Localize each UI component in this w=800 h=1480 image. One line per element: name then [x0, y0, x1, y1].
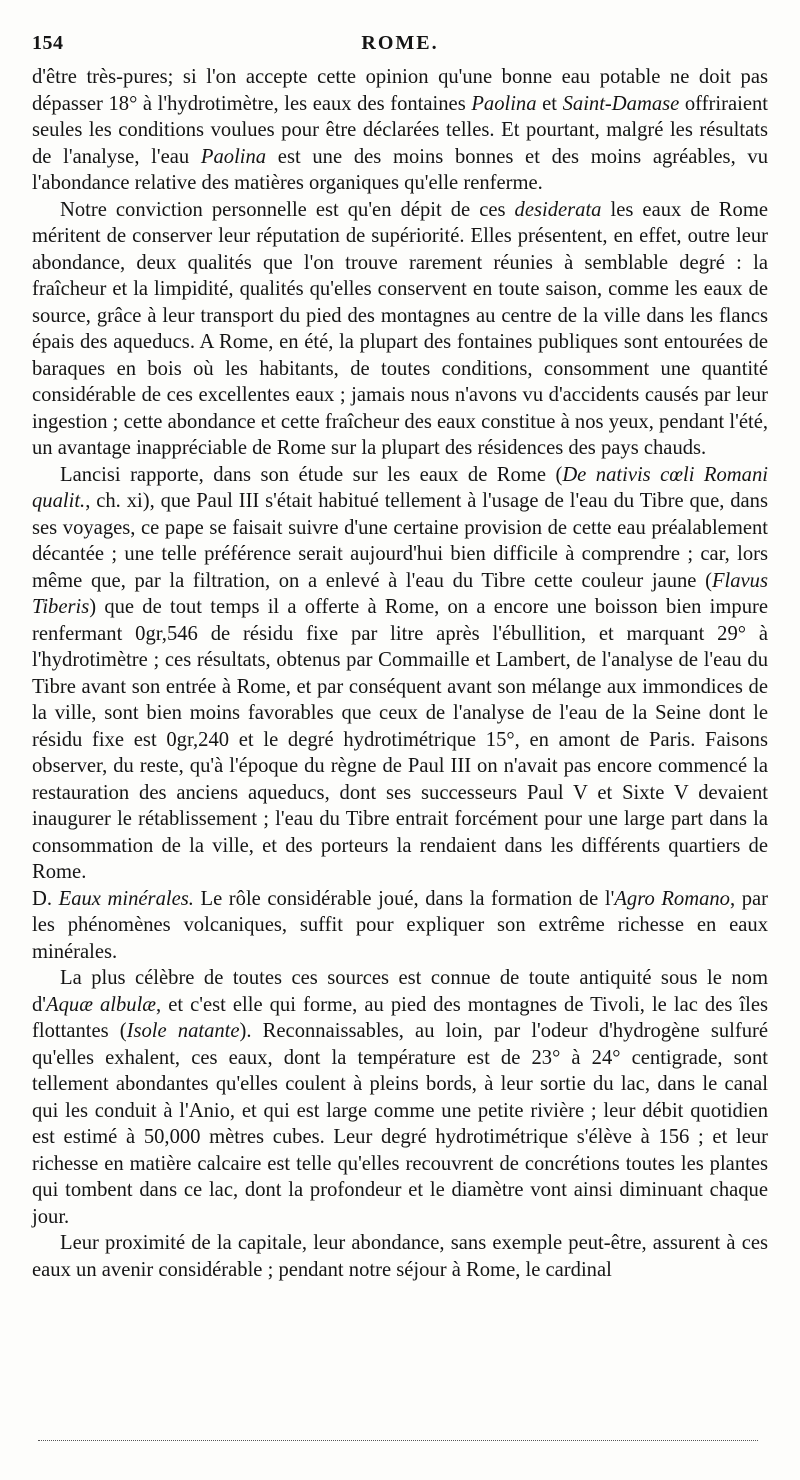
section-heading: Eaux minérales. — [58, 887, 194, 910]
paragraph-lancisi — [32, 462, 768, 886]
footer-dotted-rule — [38, 1440, 758, 1441]
italic-citation: De nativis cœli Romani qualit. — [32, 463, 768, 512]
body-text — [32, 64, 768, 1283]
text-run: La plus célèbre de toutes ces sources est connue de toute antiquité sous le nom d' — [32, 967, 768, 1016]
text-run: , ch. xi), que Paul III s'était habitué tellement à l'usage de l'eau du Tibre que, dans ses voyages, ce pape se faisait suivre d'une certaine provision de cette eau préalablement décantée ; une telle préférence serait aujourd'hui bien difficile à comprendre ; car, lors même que, par la filtration, on a enlevé à l'eau du Tibre cette couleur jaune ( — [32, 490, 768, 592]
italic-term-paolina: Paolina — [200, 145, 267, 168]
text-run: , par les phénomènes volcaniques, suffit pour expliquer son extrême richesse en eaux minérales. — [32, 887, 769, 963]
paragraph-aquae-albulae — [32, 965, 768, 1230]
italic-term-agro-romano: Agro Romano — [614, 887, 730, 910]
section-letter: D. — [32, 887, 59, 910]
text-run: Notre conviction personnelle est qu'en dépit de ces — [60, 198, 515, 221]
page-number: 154 — [32, 32, 64, 54]
text-run: ). Reconnaissables, au loin, par l'odeur d'hydrogène sulfuré qu'elles exhalent, ces eaux, dont la température est de 23° à 24° centigrade, sont tellement abondantes qu'elles coulent à pleins bords, à leur sortie du lac, dans le canal qui les conduit à l'Anio, et qui est large comme une petite rivière ; leur débit quotidien est estimé à 50,000 mètres cubes. Leur degré hydrotimétrique s'élève à 156 ; et leur richesse en matière calcaire est telle qu'elles recouvrent de concrétions toutes les plantes qui tombent dans ce lac, dont la profondeur et le diamètre vont ainsi diminuant chaque jour. — [32, 1020, 768, 1228]
text-run: d'être très-pures; si l'on accepte cette opinion qu'une bonne eau potable ne doit pas dépasser 18° à l'hydrotimètre, les eaux des fontaines — [32, 66, 768, 115]
text-run: , et c'est elle qui forme, au pied des montagnes de Tivoli, le lac des îles flottantes ( — [32, 993, 768, 1042]
paragraph-proximite — [32, 1230, 768, 1283]
running-title: ROME. — [361, 32, 439, 54]
paragraph-conviction — [32, 197, 768, 462]
italic-term-saint-damase: Saint-Damase — [562, 92, 680, 115]
italic-term-aquae-albulae: Aquæ albulæ — [46, 993, 157, 1016]
page-header — [32, 28, 768, 58]
text-run: Le rôle considérable joué, dans la formation de l' — [193, 887, 615, 910]
text-run: Leur proximité de la capitale, leur abondance, sans exemple peut-être, assurent à ces eaux un avenir considérable ; pendant notre séjour à Rome, le cardinal — [32, 1232, 768, 1281]
paragraph-continuation — [32, 64, 768, 197]
text-run: les eaux de Rome méritent de conserver leur réputation de supériorité. Elles présentent, en effet, outre leur abondance, deux qualités que l'on trouve rarement réunies à semblable degré : la fraîcheur et la limpidité, qualités qu'elles conservent en toute saison, comme les eaux de source, grâce à leur transport du pied des montagnes au centre de la ville dans les flancs épais des aqueducs. A Rome, en été, la plupart des fontaines publiques sont entourées de baraques en bois où les habitants, de toutes conditions, consomment une quantité considérable de ces excellentes eaux ; jamais nous n'avons vu d'accidents causés par leur ingestion ; cette abondance et cette fraîcheur des eaux constitue à nos yeux, pendant l'été, un avantage inappréciable de Rome sur la plupart des résidences des pays chauds. — [32, 198, 768, 459]
text-run: Lancisi rapporte, dans son étude sur les eaux de Rome ( — [60, 463, 563, 486]
italic-term-isole-natante: Isole natante — [126, 1020, 240, 1042]
paragraph-eaux-minerales — [32, 886, 768, 966]
text-run: ) que de tout temps il a offerte à Rome, on a encore une boisson bien impure renfermant 0gr,546 de résidu fixe par litre après l'ébullition, et marquant 29° à l'hydrotimètre ; ces résultats, obtenus par Commaille et Lambert, de l'analyse de l'eau du Tibre avant son entrée à Rome, et par conséquent avant son mélange aux immondices de la ville, sont bien moins favorables que ceux de l'analyse de l'eau de la Seine dont le résidu fixe est 0gr,240 et le degré hydrotimétrique 15°, en amont de Paris. Faisons observer, du reste, qu'à l'époque du règne de Paul III on n'avait pas encore commencé la restauration des anciens aqueducs, dont ses successeurs Paul V et Sixte V devaient inaugurer le rétablissement ; l'eau du Tibre entrait forcément pour une large part dans la consommation de la ville, et des porteurs la rendaient dans les différents quartiers de Rome. — [32, 596, 768, 883]
text-run: et — [536, 92, 563, 115]
italic-term-desiderata: desiderata — [514, 198, 602, 221]
text-run: est une des moins bonnes et des moins agréables, vu l'abondance relative des matières organiques qu'elle renferme. — [32, 145, 769, 194]
text-run: offriraient seules les conditions voulues pour être déclarées telles. Et pourtant, malgré les résultats de l'analyse, l'eau — [32, 92, 768, 168]
italic-term-flavus-tiberis: Flavus Tiberis — [32, 569, 768, 618]
italic-term-paolina: Paolina — [471, 92, 537, 115]
